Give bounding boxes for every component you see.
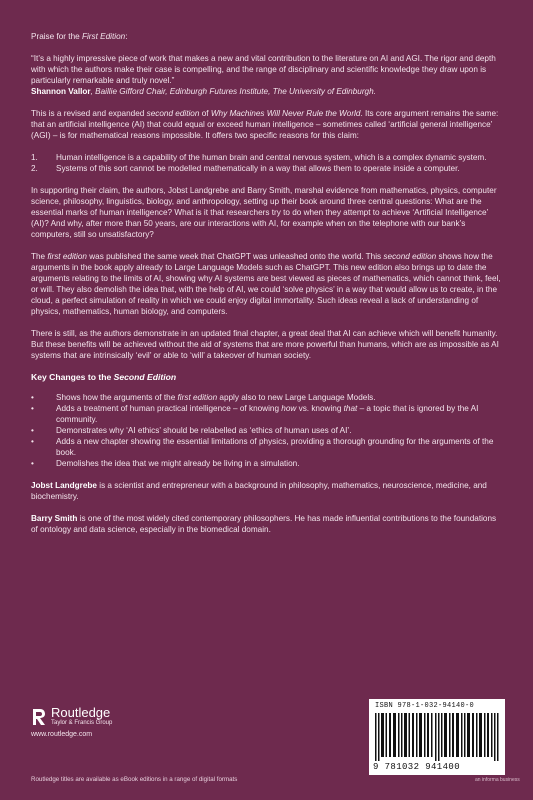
- change-text: Demonstrates why ‘AI ethics’ should be relabelled as ‘ethics of human uses of AI’.: [56, 426, 352, 435]
- ebook-availability-note: Routledge titles are available as eBook editions in a range of digital formats: [31, 776, 238, 783]
- publisher-website: www.routledge.com: [31, 731, 93, 738]
- change-text: [56, 392, 376, 403]
- change-text-part: apply also to new Large Language Models.: [217, 393, 376, 402]
- bullet-icon: •: [31, 459, 34, 468]
- endorser-affiliation: , Baillie Gifford Chair, Edinburgh Futures Institute, The University of Edinburgh.: [90, 87, 376, 96]
- bullet-icon: •: [31, 404, 34, 413]
- intro-text-1: This is a revised and expanded: [31, 109, 147, 118]
- endorsement-attribution: [31, 86, 503, 97]
- reason-number: 1.: [31, 153, 38, 162]
- intro-text-3: of: [199, 109, 211, 118]
- change-text-italic: first edition: [177, 393, 218, 402]
- bullet-icon: •: [31, 393, 34, 402]
- change-text: [56, 403, 503, 425]
- author-bio-smith: [31, 513, 503, 535]
- intro-text-4: . Its core argument remains the same: that an artificial intelligence (AI) that could equal or exceed human intelligence – sometimes called ‘artificial general intelligence’ (AGI) – is for mathematical reasons impossible. It offers two specific reasons for this claim:: [31, 109, 499, 140]
- reason-text: Human intelligence is a capability of the human brain and central nervous system, which is a complex dynamic system.: [56, 153, 487, 162]
- change-item: [31, 425, 503, 436]
- change-text-part: vs. knowing: [296, 404, 344, 413]
- change-text-part: Shows how the arguments of the: [56, 393, 178, 402]
- barcode-bars: [375, 713, 499, 761]
- support-paragraph: In supporting their claim, the authors, Jobst Landgrebe and Barry Smith, marshal evidence from mathematics, physics, computer science, philosophy, linguistics, biology, and anthropology, setting up their book around three central questions: What are the essential marks of human intelligence? What is it that researchers try to do when they attempt to achieve ‘Artificial Intelligence’ (AI)? And why, after more than 50 years, are our interactions with AI, for example when on the telephone with our bank’s computers, still so unsatisfactory?: [31, 186, 497, 239]
- bullet-icon: •: [31, 437, 34, 446]
- change-text-part: – a topic that is ignored by the AI community.: [56, 404, 479, 424]
- key-changes-list: [31, 392, 503, 469]
- bullet-icon: •: [31, 426, 34, 435]
- change-item: [31, 458, 503, 469]
- key-changes-heading: [31, 372, 503, 383]
- author-name: Barry Smith: [31, 514, 78, 523]
- routledge-logo-icon: [31, 707, 47, 727]
- first-edition-text-1: The: [31, 252, 48, 261]
- endorsement-quote: “It’s a highly impressive piece of work that makes a new and vital contribution to the literature on AI and AGI. The rigor and depth with which the authors make their case is compelling, and the range of disciplinary and scientific knowledge they draw upon is particularly remarkable and truly novel.”: [31, 54, 496, 85]
- first-edition-text-5: shows how the arguments in the book apply already to Large Language Models such as ChatGPT. This new edition also brings up to date the arguments relating to the limits of AI, showing why AI systems are best viewed as pieces of mathematics, which cannot think, feel, or will. They also demolish the idea that, with the help of AI, we could ‘solve physics’ in a way that would allow us to create, in the cloud, a perfect simulation of reality in which we could enjoy digital immortality. Such ideas reveal a lack of understanding of physics, mathematics, human biology, and computers.: [31, 252, 501, 316]
- change-item: [31, 436, 503, 458]
- barcode-number: 9 781032 941400: [373, 762, 461, 772]
- cover-text-block: [31, 31, 503, 546]
- change-text: Demolishes the idea that we might already be living in a simulation.: [56, 459, 300, 468]
- key-changes-prefix: Key Changes to the: [31, 372, 114, 382]
- first-edition-text-3: was published the same week that ChatGPT was unleashed onto the world. This: [86, 252, 384, 261]
- praise-heading-edition: First Edition: [81, 32, 126, 41]
- intro-text-2: second edition: [146, 109, 200, 118]
- first-edition-paragraph: [31, 251, 503, 317]
- informa-tagline: an informa business: [475, 777, 520, 783]
- isbn-label: ISBN 978-1-032-94140-0: [375, 702, 475, 710]
- change-item: [31, 392, 503, 403]
- reason-item: [31, 163, 503, 174]
- isbn-barcode: [369, 699, 505, 775]
- publisher-name: Routledge: [51, 705, 111, 720]
- author-bio-text: is a scientist and entrepreneur with a background in philosophy, mathematics, neuroscience, medicine, and biochemistry.: [31, 481, 487, 501]
- reason-text: Systems of this sort cannot be modelled mathematically in a way that allows them to operate inside a computer.: [56, 164, 460, 173]
- change-text: Adds a new chapter showing the essential limitations of physics, providing a thorough grounding for the arguments of the book.: [56, 437, 494, 457]
- change-item: [31, 403, 503, 425]
- reasons-list: [31, 152, 503, 174]
- publisher-brand: [51, 706, 112, 727]
- key-changes-edition: Second Edition: [113, 372, 177, 382]
- reason-number: 2.: [31, 164, 38, 173]
- change-text-part: Adds a treatment of human practical intelligence – of knowing: [56, 404, 282, 413]
- reason-item: [31, 152, 503, 163]
- endorser-name: Shannon Vallor: [31, 87, 91, 96]
- first-edition-text-2: first edition: [47, 252, 87, 261]
- author-bio-landgrebe: [31, 480, 503, 502]
- intro-paragraph: [31, 108, 503, 141]
- praise-heading-colon: :: [125, 32, 128, 41]
- publisher-logo: [31, 706, 112, 727]
- change-text-italic: how: [281, 404, 297, 413]
- publisher-block: [31, 706, 112, 738]
- intro-book-title: Why Machines Will Never Rule the World: [210, 109, 361, 118]
- benefits-paragraph: There is still, as the authors demonstrate in an updated final chapter, a great deal that AI can achieve which will benefit humanity. But these benefits will be achieved without the aid of systems that are more powerful than humans, which are as impossible as AI systems that are intrinsically ‘evil’ or able to ‘will’ a takeover of human society.: [31, 329, 499, 360]
- author-bio-text: is one of the most widely cited contemporary philosophers. He has made influential contributions to the foundations of ontology and data science, especially in the biomedical domain.: [31, 514, 497, 534]
- first-edition-text-4: second edition: [383, 252, 437, 261]
- praise-heading: [31, 31, 503, 42]
- change-text-italic: that: [343, 404, 358, 413]
- publisher-group: Taylor & Francis Group: [51, 720, 113, 726]
- author-name: Jobst Landgrebe: [31, 481, 97, 490]
- praise-heading-prefix: Praise for the: [31, 32, 82, 41]
